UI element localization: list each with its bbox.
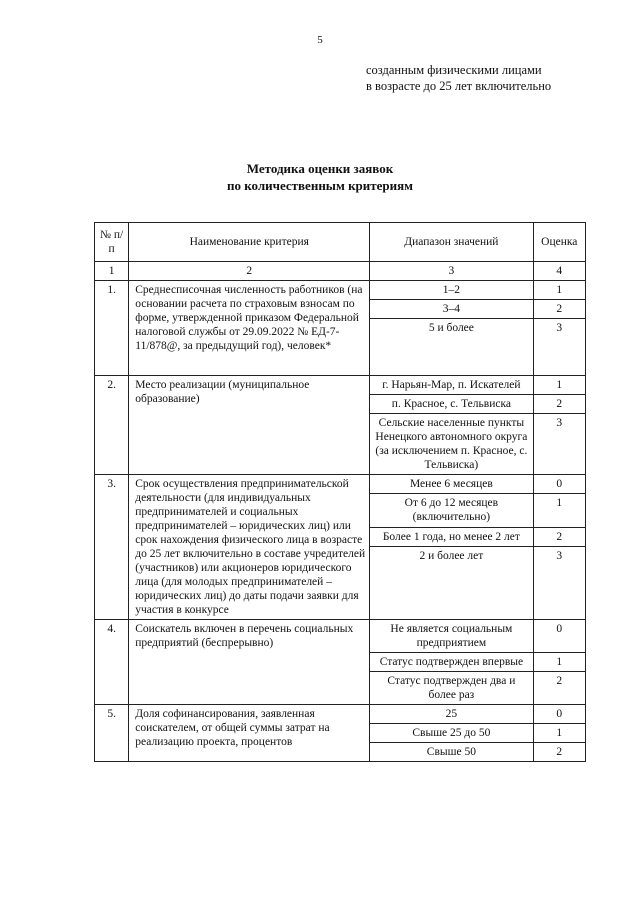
score-cell: 2 — [533, 527, 585, 546]
table-row — [95, 376, 586, 395]
score-cell: 1 — [533, 376, 585, 395]
range-cell: Более 1 года, но менее 2 лет — [370, 527, 533, 546]
title-line-1: Методика оценки заявок — [246, 161, 394, 176]
column-index-row — [95, 262, 586, 281]
index-cell: 2 — [129, 262, 370, 281]
criterion-name: Доля софинансирования, заявленная соискателем, от общей суммы затрат на реализацию проекта, процентов — [129, 705, 370, 762]
criteria-table — [94, 222, 586, 762]
score-cell: 0 — [533, 620, 585, 653]
index-cell: 3 — [370, 262, 533, 281]
score-cell: 2 — [533, 300, 585, 319]
row-number: 3. — [95, 475, 129, 620]
header-score: Оценка — [533, 223, 585, 262]
score-cell: 1 — [533, 653, 585, 672]
table-row — [95, 475, 586, 494]
score-cell: 2 — [533, 395, 585, 414]
criterion-name: Место реализации (муниципальное образование) — [129, 376, 370, 475]
range-cell: Свыше 25 до 50 — [370, 724, 533, 743]
range-cell: 1–2 — [370, 281, 533, 300]
range-cell: Свыше 50 — [370, 743, 533, 762]
range-cell: Сельские населенные пункты Ненецкого автономного округа (за исключением п. Красное, с. Тельвиска) — [370, 414, 533, 475]
row-number: 5. — [95, 705, 129, 762]
score-cell: 1 — [533, 724, 585, 743]
table-row — [95, 620, 586, 653]
criterion-name: Срок осуществления предпринимательской деятельности (для индивидуальных предпринимателей и социальных предпринимателей – юридических лиц) или срок нахождения физического лица в возрасте до 25 лет включительно в составе учредителей (участников) или акционеров юридического лица (для молодых предпринимателей – юридических лиц) до даты подачи заявки для участия в конкурсе — [129, 475, 370, 620]
criterion-name: Среднесписочная численность работников (на основании расчета по страховым взносам по форме, утвержденной приказом Федеральной налоговой службы от 29.09.2022 № ЕД-7-11/878@, за предыдущий год), человек* — [129, 281, 370, 376]
title-line-2: по количественным критериям — [226, 178, 414, 193]
header-note — [366, 62, 551, 94]
range-cell: г. Нарьян-Мар, п. Искателей — [370, 376, 533, 395]
score-cell: 0 — [533, 475, 585, 494]
page-number: 5 — [317, 34, 323, 46]
header-name: Наименование критерия — [129, 223, 370, 262]
range-cell: Статус подтвержден два и более раз — [370, 672, 533, 705]
table-row — [95, 281, 586, 300]
header-range: Диапазон значений — [370, 223, 533, 262]
table-row — [95, 705, 586, 724]
range-cell: 3–4 — [370, 300, 533, 319]
score-cell: 2 — [533, 672, 585, 705]
row-number: 1. — [95, 281, 129, 376]
index-cell: 1 — [95, 262, 129, 281]
score-cell: 3 — [533, 319, 585, 376]
table-header-row — [95, 223, 586, 262]
score-cell: 3 — [533, 547, 585, 620]
range-cell: 2 и более лет — [370, 547, 533, 620]
score-cell: 1 — [533, 494, 585, 527]
header-num: № п/п — [95, 223, 129, 262]
score-cell: 3 — [533, 414, 585, 475]
criterion-name: Соискатель включен в перечень социальных предприятий (беспрерывно) — [129, 620, 370, 705]
range-cell: 5 и более — [370, 319, 533, 376]
document-title — [0, 160, 640, 194]
range-cell: От 6 до 12 месяцев (включительно) — [370, 494, 533, 527]
range-cell: Не является социальным предприятием — [370, 620, 533, 653]
score-cell: 1 — [533, 281, 585, 300]
score-cell: 2 — [533, 743, 585, 762]
header-note-line-2: в возрасте до 25 лет включительно — [366, 79, 552, 93]
range-cell: 25 — [370, 705, 533, 724]
row-number: 4. — [95, 620, 129, 705]
range-cell: Статус подтвержден впервые — [370, 653, 533, 672]
range-cell: Менее 6 месяцев — [370, 475, 533, 494]
score-cell: 0 — [533, 705, 585, 724]
index-cell: 4 — [533, 262, 585, 281]
row-number: 2. — [95, 376, 129, 475]
range-cell: п. Красное, с. Тельвиска — [370, 395, 533, 414]
header-note-line-1: созданным физическими лицами — [366, 63, 542, 77]
